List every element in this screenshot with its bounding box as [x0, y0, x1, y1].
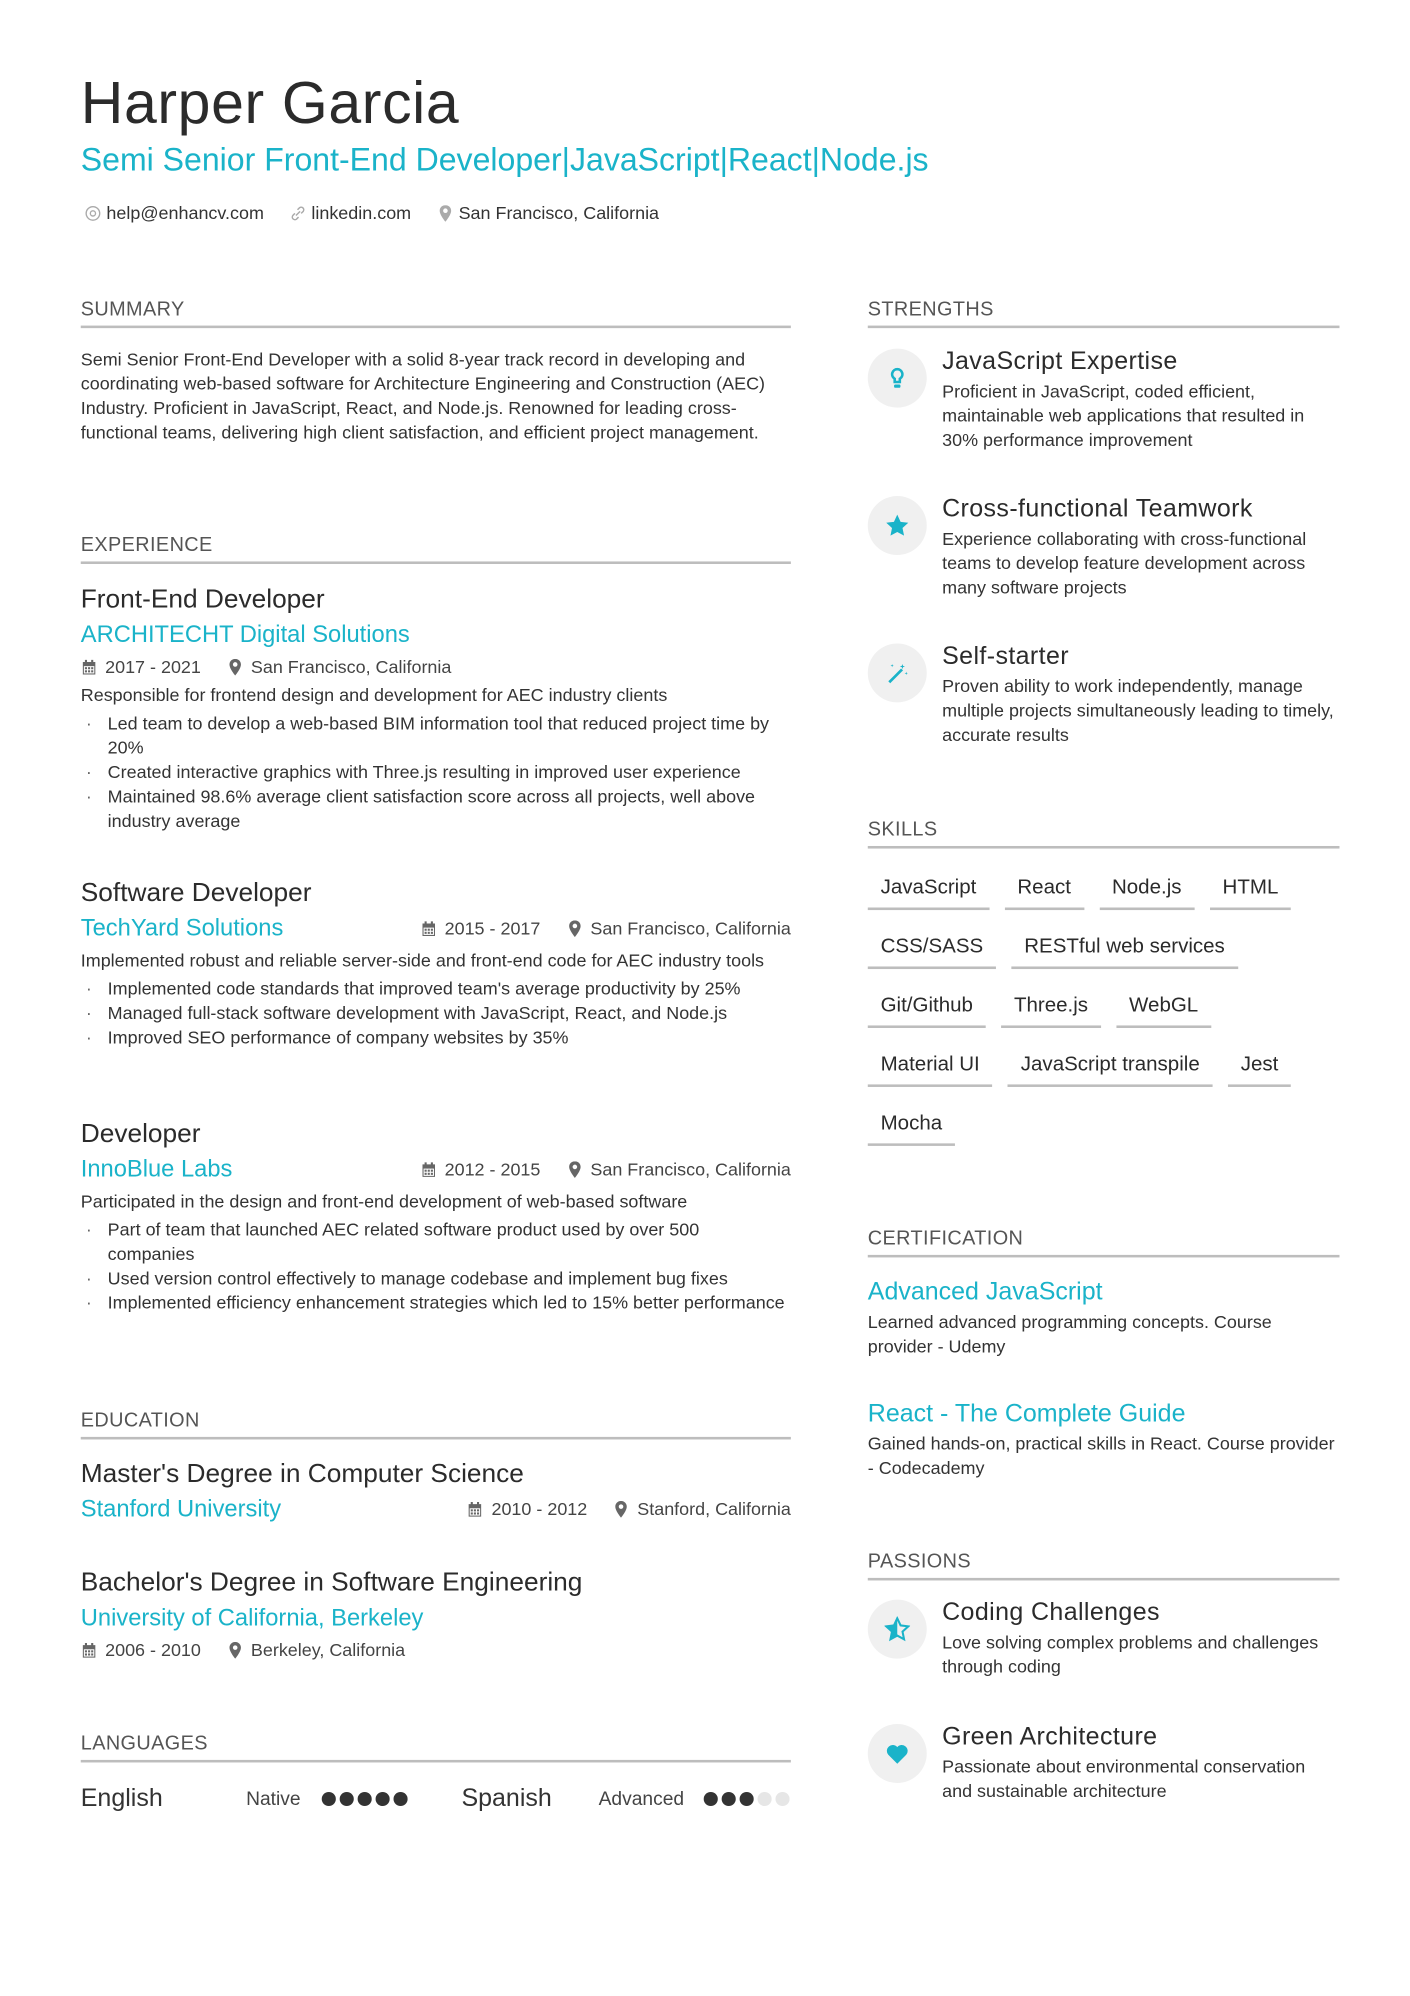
job-dates: 2017 - 2021	[105, 656, 201, 677]
certification-title: Advanced JavaScript	[867, 1277, 1103, 1307]
skill-tag: Mocha	[868, 1105, 955, 1146]
candidate-name: Harper Garcia	[80, 69, 460, 136]
skills-list	[868, 869, 1317, 1146]
passions-section	[868, 1550, 1340, 1581]
rating-dot-filled	[722, 1791, 736, 1805]
half-star-icon	[868, 1600, 927, 1659]
education-meta	[467, 1495, 791, 1523]
strength-title: JavaScript Expertise	[942, 347, 1178, 376]
section-heading: EXPERIENCE	[81, 533, 791, 564]
skill-tag: Material UI	[868, 1046, 993, 1087]
link-icon	[290, 204, 307, 221]
skill-tag: RESTful web services	[1011, 928, 1237, 969]
section-heading: CERTIFICATION	[868, 1227, 1340, 1258]
calendar-icon	[81, 1641, 98, 1658]
location-pin-icon	[227, 1641, 244, 1658]
job-title: Front-End Developer	[80, 584, 325, 614]
rating-dot-filled	[358, 1791, 372, 1805]
skill-tag: JavaScript	[868, 869, 989, 910]
skill-tag: CSS/SASS	[868, 928, 996, 969]
calendar-icon	[420, 1161, 437, 1178]
strength-title: Self-starter	[942, 642, 1069, 671]
email-text: help@enhancv.com	[106, 202, 264, 224]
experience-item	[81, 583, 791, 833]
at-icon	[85, 204, 102, 221]
certification-title: React - The Complete Guide	[867, 1399, 1186, 1428]
school-name: Stanford University	[80, 1494, 282, 1522]
bullet: · Maintained 98.6% average client satisfaction score across all projects, well above industry average	[81, 784, 791, 833]
languages-row	[81, 1782, 791, 1815]
contact-bar	[85, 200, 659, 226]
bullet: · Used version control effectively to manage codebase and implement bug fixes	[81, 1266, 791, 1290]
job-title: Software Developer	[80, 878, 312, 908]
certification-section	[868, 1227, 1340, 1481]
rating-dot-filled	[740, 1791, 754, 1805]
passion-description: Love solving complex problems and challenges through coding	[942, 1631, 1319, 1677]
job-location: San Francisco, California	[250, 656, 452, 677]
education-section	[81, 1409, 791, 1440]
rating-dot-filled	[322, 1791, 336, 1805]
school-name: University of California, Berkeley	[80, 1603, 424, 1631]
job-description: Responsible for frontend design and development for AEC industry clients	[80, 684, 668, 705]
job-meta	[81, 652, 791, 680]
link-text: linkedin.com	[311, 202, 412, 224]
experience-section	[81, 533, 791, 564]
strength-title: Cross-functional Teamwork	[942, 494, 1253, 523]
job-description: Implemented robust and reliable server-side and front-end code for AEC industry tools	[80, 949, 765, 971]
skill-tag: Jest	[1228, 1046, 1291, 1087]
skill-tag: Three.js	[1001, 987, 1101, 1028]
magic-wand-icon	[868, 643, 927, 702]
degree: Bachelor's Degree in Software Engineering	[80, 1567, 583, 1598]
education-location: Berkeley, California	[250, 1639, 406, 1660]
passion-title: Coding Challenges	[942, 1598, 1160, 1627]
job-location: San Francisco, California	[590, 1158, 791, 1180]
star-icon	[868, 496, 927, 555]
calendar-icon	[81, 658, 98, 675]
job-description: Participated in the design and front-end development of web-based software	[80, 1190, 688, 1212]
bullet: · Led team to develop a web-based BIM information tool that reduced project time by 20%	[81, 711, 791, 760]
job-location: San Francisco, California	[590, 917, 791, 939]
contact-link[interactable]	[290, 200, 412, 226]
job-bullets	[81, 977, 791, 1050]
section-heading: STRENGTHS	[868, 297, 1340, 328]
heart-icon	[868, 1724, 927, 1783]
education-dates: 2010 - 2012	[491, 1498, 588, 1519]
lightbulb-icon	[868, 349, 927, 408]
bullet: · Managed full-stack software development with JavaScript, React, and Node.js	[81, 1001, 791, 1025]
skill-tag: HTML	[1210, 869, 1291, 910]
job-title: Developer	[80, 1119, 201, 1149]
passion-item	[868, 1597, 1340, 1679]
contact-location	[437, 200, 659, 226]
location-text: San Francisco, California	[458, 202, 660, 224]
job-dates: 2012 - 2015	[444, 1158, 541, 1180]
skill-tag: Node.js	[1099, 869, 1194, 910]
strength-item	[868, 346, 1340, 452]
company-name: ARCHITECHT Digital Solutions	[80, 620, 410, 648]
calendar-icon	[467, 1500, 484, 1517]
certification-description: Learned advanced programming concepts. Course provider - Udemy	[867, 1311, 1272, 1357]
rating-dot-empty	[775, 1791, 789, 1805]
passion-item	[868, 1721, 1340, 1803]
job-bullets	[81, 711, 791, 833]
language-rating	[704, 1791, 790, 1805]
section-heading: SUMMARY	[81, 297, 791, 328]
certification-item	[868, 1397, 1340, 1480]
rating-dot-empty	[758, 1791, 772, 1805]
summary-text: Semi Senior Front-End Developer with a solid 8-year track record in developing and coordinating web-based software for Architecture Engineering and Construction (AEC) Industry. Proficient in JavaScript, React, and Node.js. Renowned for leading cross-functional teams, delivering high client satisfaction, and efficient project management.	[80, 348, 766, 443]
location-pin-icon	[227, 658, 244, 675]
location-pin-icon	[613, 1500, 630, 1517]
education-meta	[81, 1636, 791, 1664]
company-name: TechYard Solutions	[80, 913, 284, 941]
rating-dot-filled	[376, 1791, 390, 1805]
passion-title: Green Architecture	[942, 1722, 1158, 1751]
bullet: · Implemented efficiency enhancement strategies which led to 15% better performance	[81, 1291, 791, 1315]
experience-item	[81, 877, 791, 1050]
strength-item	[868, 493, 1340, 599]
languages-section	[81, 1732, 791, 1815]
skill-tag: WebGL	[1116, 987, 1211, 1028]
rating-dot-filled	[704, 1791, 718, 1805]
education-dates: 2006 - 2010	[105, 1639, 201, 1660]
education-item	[81, 1566, 791, 1663]
section-heading: SKILLS	[868, 818, 1340, 849]
bullet: · Improved SEO performance of company websites by 35%	[81, 1025, 791, 1049]
job-meta	[420, 1155, 791, 1183]
location-pin-icon	[566, 920, 583, 937]
certification-item	[868, 1275, 1340, 1358]
company-name: InnoBlue Labs	[80, 1154, 233, 1182]
language-level: Advanced	[598, 1787, 685, 1810]
degree: Master's Degree in Computer Science	[80, 1458, 524, 1489]
candidate-title: Semi Senior Front-End Developer|JavaScript|React|Node.js	[80, 142, 929, 179]
bullet: · Implemented code standards that improved team's average productivity by 25%	[81, 977, 791, 1001]
job-meta	[420, 914, 791, 942]
location-pin-icon	[437, 204, 454, 221]
skill-tag: React	[1005, 869, 1084, 910]
strength-description: Proven ability to work independently, manage multiple projects simultaneously leading to timely, accurate results	[942, 675, 1334, 745]
passion-description: Passionate about environmental conservation and sustainable architecture	[942, 1756, 1306, 1801]
section-heading: LANGUAGES	[81, 1732, 791, 1763]
job-bullets	[81, 1218, 791, 1315]
rating-dot-filled	[394, 1791, 408, 1805]
rating-dot-filled	[340, 1791, 354, 1805]
language-name: Spanish	[461, 1783, 552, 1812]
education-item	[81, 1457, 791, 1526]
summary-section	[81, 297, 791, 444]
strength-item	[868, 641, 1340, 747]
language-name: English	[80, 1783, 163, 1812]
strengths-section	[868, 297, 1340, 328]
strength-description: Proficient in JavaScript, coded efficient, maintainable web applications that resulted in 30% performance improvement	[942, 380, 1305, 450]
bullet: · Created interactive graphics with Three.js resulting in improved user experience	[81, 760, 791, 784]
language-rating	[322, 1791, 408, 1805]
experience-item	[81, 1118, 791, 1315]
certification-description: Gained hands-on, practical skills in React. Course provider - Codecademy	[867, 1433, 1335, 1478]
education-location: Stanford, California	[637, 1498, 791, 1519]
job-dates: 2015 - 2017	[444, 917, 541, 939]
section-heading: EDUCATION	[81, 1409, 791, 1440]
language-level: Native	[246, 1787, 301, 1810]
skill-tag: Git/Github	[868, 987, 986, 1028]
strength-description: Experience collaborating with cross-functional teams to develop feature development across many software projects	[942, 528, 1307, 598]
section-heading: PASSIONS	[868, 1550, 1340, 1581]
bullet: · Part of team that launched AEC related software product used by over 500 companies	[81, 1218, 791, 1267]
calendar-icon	[420, 920, 437, 937]
skills-section	[868, 818, 1340, 1146]
skill-tag: JavaScript transpile	[1008, 1046, 1213, 1087]
contact-email[interactable]	[85, 200, 264, 226]
location-pin-icon	[566, 1161, 583, 1178]
